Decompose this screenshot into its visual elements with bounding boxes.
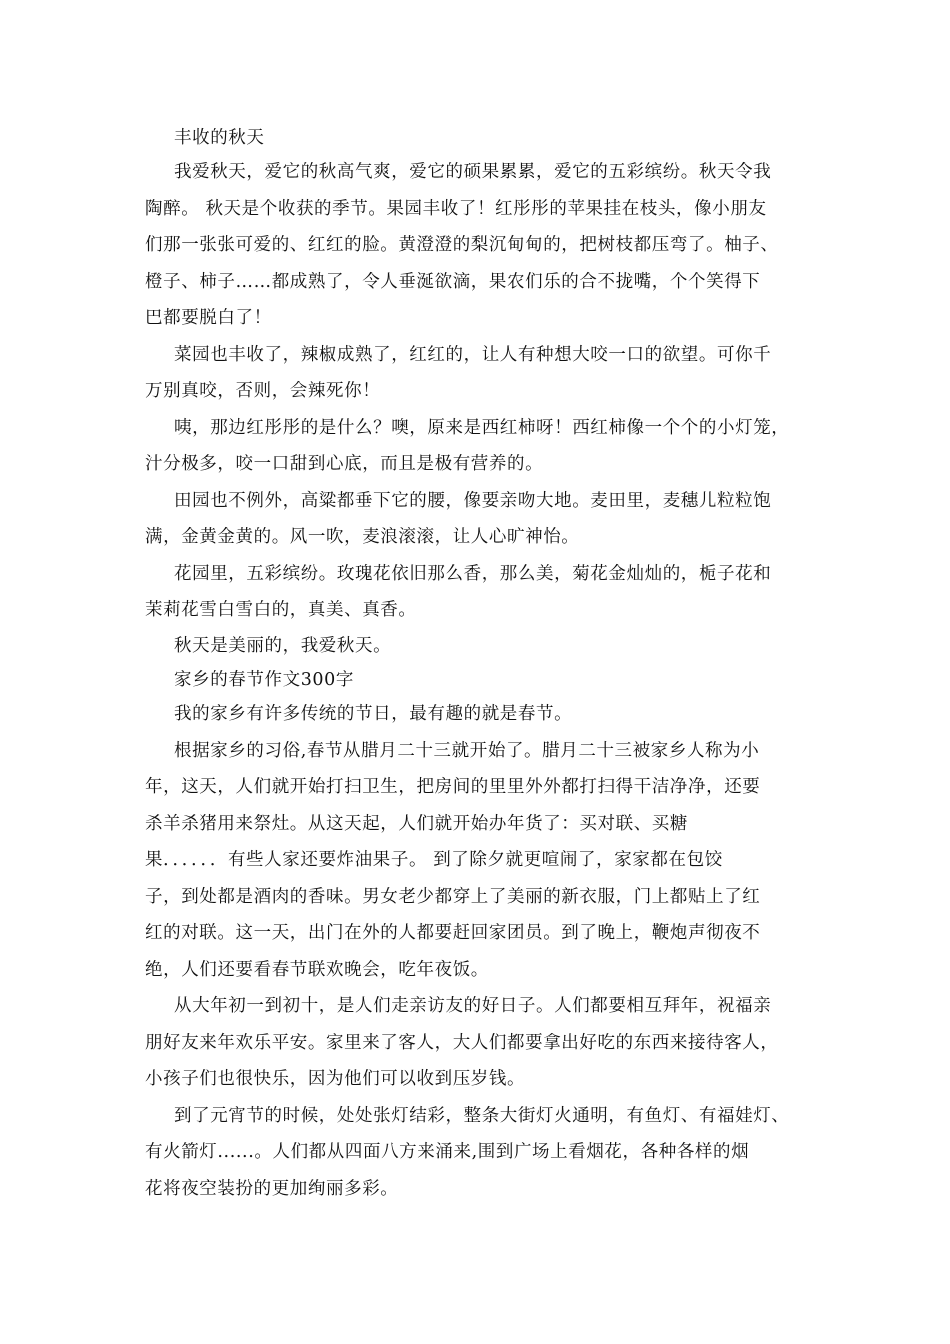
essay1-title: 丰收的秋天 [174,128,265,148]
essay2-line: 有火箭灯......。人们都从四面八方来涌来,围到广场上看烟花，各种各样的烟 [145,1142,750,1162]
essay1-line: 满，金黄金黄的。风一吹，麦浪滚滚，让人心旷神怡。 [145,527,580,547]
essay1-line: 秋天是美丽的，我爱秋天。 [174,636,392,656]
essay2-line: 红的对联。这一天，出门在外的人都要赶回家团员。到了晚上，鞭炮声彻夜不 [145,923,761,943]
essay2-line: 根据家乡的习俗,春节从腊月二十三就开始了。腊月二十三被家乡人称为小 [174,741,760,761]
essay2-line: 从大年初一到初十，是人们走亲访友的好日子。人们都要相互拜年，祝福亲 [174,996,772,1016]
essay1-line: 巴都要脱白了！ [145,308,272,328]
essay1-line: 花园里，五彩缤纷。玫瑰花依旧那么香，那么美，菊花金灿灿的，栀子花和 [174,564,772,584]
essay1-line: 万别真咬，否则，会辣死你！ [145,381,381,401]
essay1-line: 橙子、柿子……都成熟了，令人垂涎欲滴，果农们乐的合不拢嘴，个个笑得下 [145,272,761,292]
essay1-line: 咦，那边红彤彤的是什么？噢，原来是西红柿呀！西红柿像一个个的小灯笼， [174,418,790,438]
essay2-line: 朋好友来年欢乐平安。家里来了客人，大人们都要拿出好吃的东西来接待客人， [145,1033,779,1053]
essay1-line: 田园也不例外，高粱都垂下它的腰，像要亲吻大地。麦田里，麦穗儿粒粒饱 [174,491,772,511]
essay2-line: 小孩子们也很快乐，因为他们可以收到压岁钱。 [145,1069,526,1089]
essay1-line: 陶醉。 秋天是个收获的季节。果园丰收了！红彤彤的苹果挂在枝头，像小朋友 [145,199,767,219]
essay2-line: 绝，人们还要看春节联欢晚会，吃年夜饭。 [145,960,489,980]
essay2-line: 到了元宵节的时候，处处张灯结彩，整条大街灯火通明，有鱼灯、有福娃灯、 [174,1106,790,1126]
essay2-line: 年，这天，人们就开始打扫卫生，把房间的里里外外都打扫得干洁净净，还要 [145,777,761,797]
essay1-line: 我爱秋天，爱它的秋高气爽，爱它的硕果累累，爱它的五彩缤纷。秋天令我 [174,162,772,182]
essay2-line: 果．．．．．．有些人家还要炸油果子。 到了除夕就更喧闹了，家家都在包饺 [145,850,723,870]
essay2-line: 花将夜空装扮的更加绚丽多彩。 [145,1179,399,1199]
essay1-line: 汁分极多，咬一口甜到心底，而且是极有营养的。 [145,454,544,474]
essay2-line: 子，到处都是酒肉的香味。男女老少都穿上了美丽的新衣服，门上都贴上了红 [145,887,761,907]
essay2-line: 杀羊杀猪用来祭灶。从这天起，人们就开始办年货了：买对联、买糖 [145,814,688,834]
essay1-line: 们那一张张可爱的、红红的脸。黄澄澄的梨沉甸甸的，把树枝都压弯了。柚子、 [145,235,779,255]
essay2-line: 我的家乡有许多传统的节日，最有趣的就是春节。 [174,704,573,724]
essay1-line: 菜园也丰收了，辣椒成熟了，红红的，让人有种想大咬一口的欲望。可你千 [174,345,772,365]
essay1-line: 茉莉花雪白雪白的，真美、真香。 [145,600,417,620]
essay2-title: 家乡的春节作文300字 [174,670,355,690]
